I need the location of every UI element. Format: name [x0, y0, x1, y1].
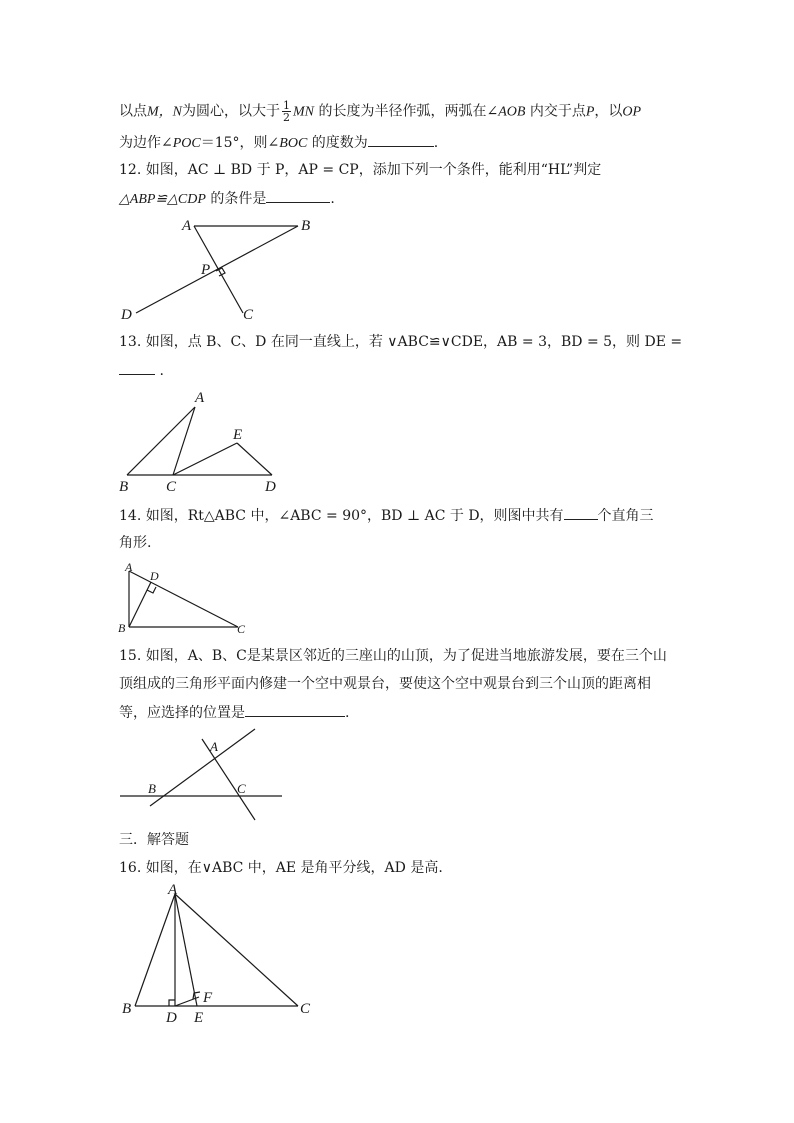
section-title: 三．解答题 [119, 832, 189, 848]
label-c: C [243, 307, 254, 323]
answer-blank[interactable] [368, 132, 434, 147]
q15-line2: 顶组成的三角形平面内修建一个空中观景台，要使这个空中观景台到三个山顶的距离相 [119, 676, 651, 692]
label-c: C [237, 781, 246, 796]
q16-line1: 16. 如图，在∨ABC 中，AE 是角平分线，AD 是高. [119, 860, 443, 876]
label-b: B [122, 1001, 132, 1017]
segment-ab [135, 894, 175, 1006]
q11-text: ，以 [594, 103, 623, 120]
q11-text: 内交于点 [529, 103, 586, 120]
q11-line1 [119, 100, 641, 123]
q11-text: 以点 [119, 103, 147, 120]
label-f: F [203, 990, 213, 1006]
q11-text: 的长度为半径作弧，两弧在∠ [318, 103, 499, 120]
q14-figure [115, 557, 255, 637]
answer-blank[interactable] [245, 702, 345, 717]
q11-text: 为圆心，以大于 [182, 103, 280, 120]
label-b: B [148, 781, 156, 796]
label-b: B [301, 218, 311, 234]
q11-text: 的度数为 [311, 135, 368, 151]
segment-df [175, 997, 199, 1006]
label-e: E [194, 1010, 204, 1022]
q13-line1: 13. 如图，点 B、C、D 在同一直线上，若 ∨ABC≌∨CDE，AB = 3，BD = 5，则 DE = [119, 334, 683, 350]
label-c: C [237, 622, 246, 636]
q16-figure [115, 882, 320, 1022]
segment-bd [129, 582, 151, 627]
label-a: A [182, 218, 192, 234]
q12-figure [118, 213, 328, 323]
q11-var: M，N [147, 104, 182, 120]
q15-line3: 等，应选择的位置是 . [119, 702, 349, 723]
label-c: C [300, 1001, 311, 1017]
q12-line2: △ABP≌△CDP 的条件是 . [119, 188, 335, 210]
segment-db [136, 226, 298, 313]
q11-var: OP [622, 104, 642, 120]
label-c: C [166, 479, 177, 495]
answer-blank[interactable] [119, 360, 155, 375]
answer-blank[interactable] [564, 505, 598, 520]
q12-congruence: △ABP≌△CDP [119, 192, 206, 207]
label-d: D [121, 307, 132, 323]
segment-ac [129, 571, 238, 627]
fraction-one-half: $\frac{1}{2}$ [283, 99, 290, 124]
label-d: D [150, 569, 159, 583]
label-b: B [119, 479, 129, 495]
label-a: A [125, 560, 133, 574]
q11-var: POC [172, 136, 201, 151]
label-a: A [168, 882, 178, 898]
answer-blank[interactable] [266, 188, 330, 203]
label-d: D [265, 479, 276, 495]
q11-var: MN [293, 104, 314, 120]
q11-line2: 为边作∠POC＝15°，则∠BOC 的度数为 . [119, 132, 438, 154]
q13-figure [115, 385, 290, 495]
q15-line1: 15. 如图，A、B、C是某景区邻近的三座山的山顶，为了促进当地旅游发展，要在三个山 [119, 648, 667, 664]
label-e: E [233, 427, 243, 443]
q13-line2: . [119, 360, 164, 381]
segment-ed [237, 443, 272, 475]
right-angle-mark-d [169, 1000, 175, 1006]
label-a: A [210, 739, 218, 754]
q11-var: AOB [498, 104, 526, 120]
q15-figure [117, 724, 292, 824]
label-b: B [118, 621, 126, 635]
q14-line1: 14. 如图，Rt△ABC 中，∠ABC = 90°，BD ⊥ AC 于 D，则图中共有 个直角三 [119, 505, 654, 526]
q11-text: 为边作∠ [119, 135, 173, 151]
q11-var: P [585, 104, 595, 120]
q11-var: BOC [279, 136, 308, 151]
q14-line2: 角形. [119, 535, 152, 551]
q11-text: ＝15°，则∠ [200, 135, 280, 151]
label-p: P [201, 262, 211, 278]
label-d: D [166, 1010, 177, 1022]
q12-line1: 12. 如图，AC ⊥ BD 于 P，AP = CP，添加下列一个条件，能利用“HL”判定 [119, 162, 602, 178]
segment-ba [127, 407, 195, 475]
label-a: A [195, 390, 205, 406]
segment-ce [173, 443, 237, 475]
